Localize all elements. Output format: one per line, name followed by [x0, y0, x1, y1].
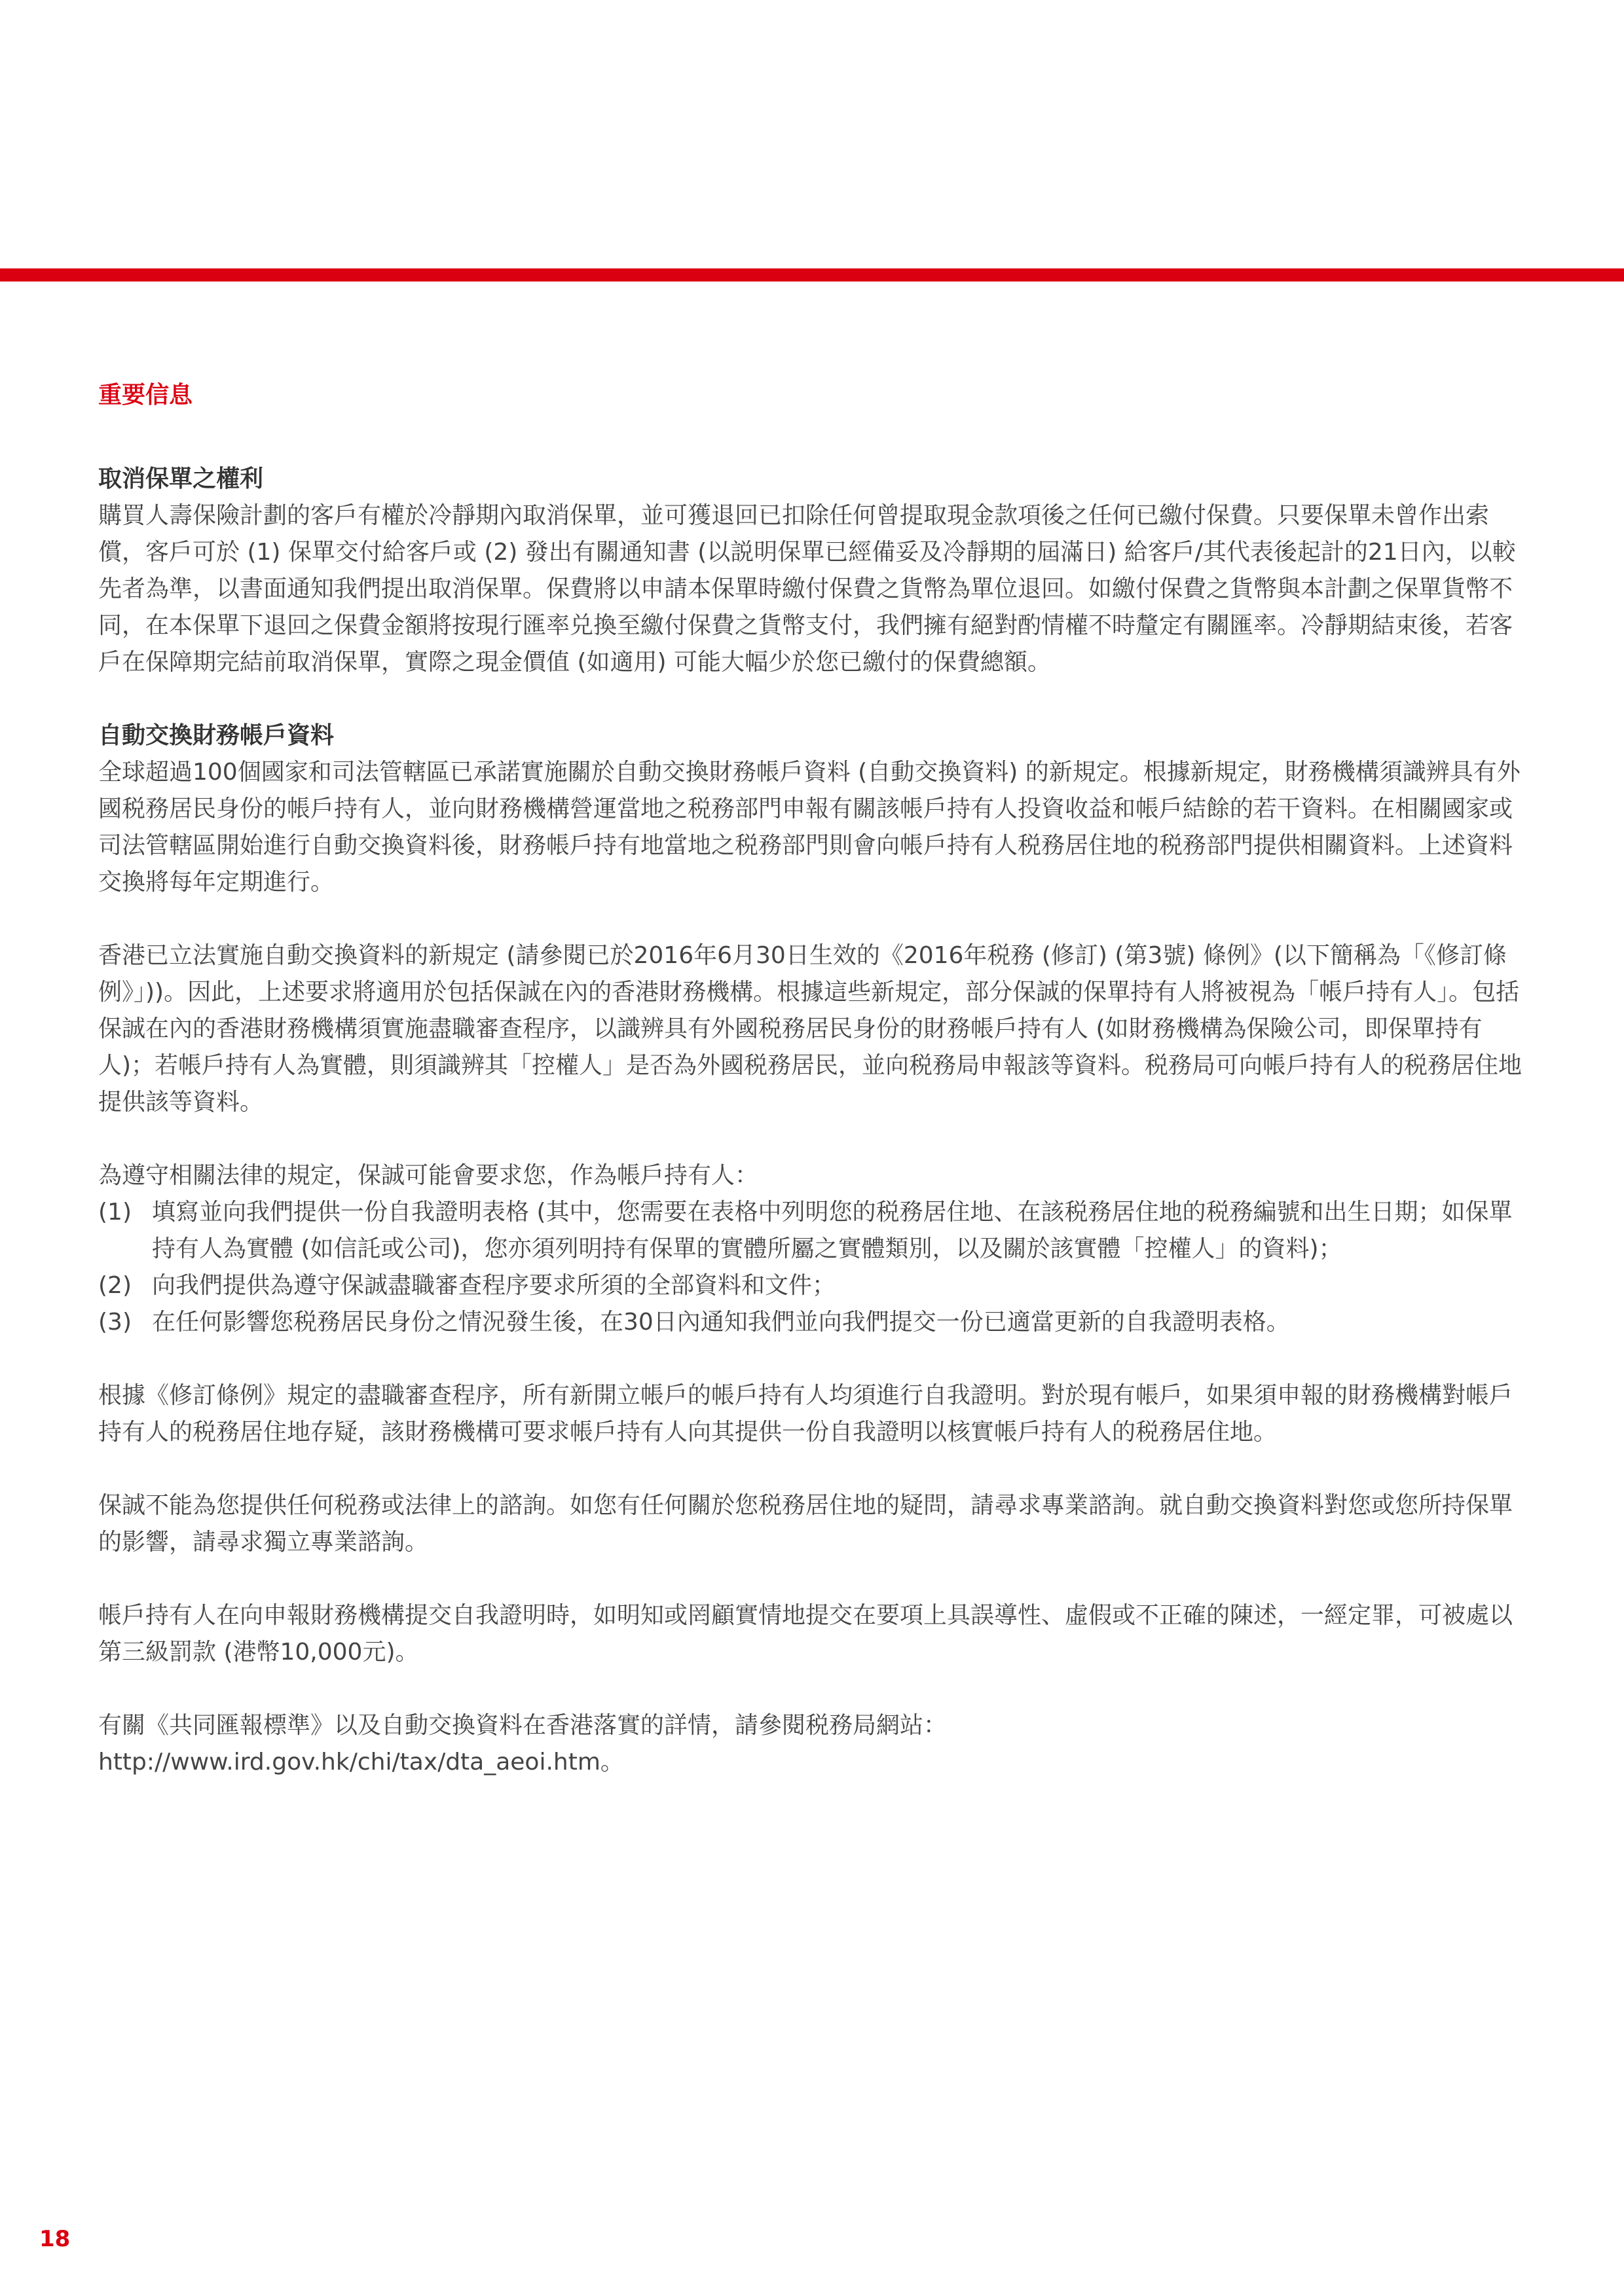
paragraph-aeoi-2: 香港已立法實施自動交換資料的新規定 (請參閱已於2016年6月30日生效的《2016年税務 (修訂) (第3號) 條例》(以下簡稱為「《修訂條例》」))。因此，上述要求將適用於包括保誠在內的香港財務機構。根據這些新規定，部分保誠的保單持有人將被視為「帳戶持有人」。包括保誠在內的香港財務機構須實施盡職審查程序，以識辨具有外國税務居民身份的財務帳戶持有人 (如財務機構為保險公司，即保單持有人)；若帳戶持有人為實體，則須識辨其「控權人」是否為外國税務居民，並向税務局申報該等資料。税務局可向帳戶持有人的税務居住地提供該等資料。 — [98, 942, 1522, 1116]
top-accent-bar — [0, 268, 1624, 282]
list-item: (2) 向我們提供為遵守保誠盡職審查程序要求所須的全部資料和文件； — [98, 1272, 836, 1299]
paragraph-cancellation: 購買人壽保險計劃的客戶有權於冷靜期內取消保單，並可獲退回已扣除任何曾提取現金款項後之任何已繳付保費。只要保單未曾作出索償，客戶可於 (1) 保單交付給客戶或 (2) 發出有關通知書 (以説明保單已經備妥及冷靜期的屆滿日) 給客戶/其代表後起計的21日內，以較先者為準，以書面通知我們提出取消保單。保費將以申請本保單時繳付保費之貨幣為單位退回。如繳付保費之貨幣與本計劃之保單貨幣不同，在本保單下退回之保費金額將按現行匯率兑換至繳付保費之貨幣支付，我們擁有絕對酌情權不時釐定有關匯率。冷靜期結束後，若客戶在保障期完結前取消保單，實際之現金價值 (如適用) 可能大幅少於您已繳付的保費總額。 — [98, 502, 1516, 676]
page-heading: 重要信息 — [98, 382, 193, 409]
page-number: 18 — [39, 2226, 71, 2252]
section-title-cancellation: 取消保單之權利 — [98, 465, 264, 492]
paragraph-aeoi-3: 根據《修訂條例》規定的盡職審查程序，所有新開立帳戶的帳戶持有人均須進行自我證明。對於現有帳戶，如果須申報的財務機構對帳戶持有人的税務居住地存疑，該財務機構可要求帳戶持有人向其提供一份自我證明以核實帳戶持有人的税務居住地。 — [98, 1382, 1513, 1446]
paragraph-aeoi-4: 保誠不能為您提供任何税務或法律上的諮詢。如您有任何關於您税務居住地的疑問，請尋求專業諮詢。就自動交換資料對您或您所持保單的影響，請尋求獨立專業諮詢。 — [98, 1492, 1513, 1556]
paragraph-aeoi-5: 帳戶持有人在向申報財務機構提交自我證明時，如明知或罔顧實情地提交在要項上具誤導性、虛假或不正確的陳述，一經定罪，可被處以第三級罰款 (港幣10,000元)。 — [98, 1602, 1513, 1666]
paragraph-aeoi-6: 有關《共同匯報標準》以及自動交換資料在香港落實的詳情，請參閱税務局網站： — [98, 1712, 948, 1739]
document-body — [98, 380, 1526, 1781]
list-item: (3) 在任何影響您税務居民身份之情況發生後，在30日內通知我們並向我們提交一份已適當更新的自我證明表格。 — [98, 1309, 1290, 1336]
ird-website-link[interactable]: http://www.ird.gov.hk/chi/tax/dta_aeoi.htm。 — [98, 1749, 624, 1776]
section-title-aeoi: 自動交換財務帳戶資料 — [98, 722, 335, 749]
requirements-list — [98, 1194, 1526, 1341]
paragraph-aeoi-1: 全球超過100個國家和司法管轄區已承諾實施關於自動交換財務帳戶資料 (自動交換資料) 的新規定。根據新規定，財務機構須識辨具有外國税務居民身份的帳戶持有人，並向財務機構營運當地之税務部門申報有關該帳戶持有人投資收益和帳戶結餘的若干資料。在相關國家或司法管轄區開始進行自動交換資料後，財務帳戶持有地當地之税務部門則會向帳戶持有人税務居住地的税務部門提供相關資料。上述資料交換將每年定期進行。 — [98, 759, 1521, 896]
paragraph-aeoi-intro: 為遵守相關法律的規定，保誠可能會要求您，作為帳戶持有人： — [98, 1162, 759, 1189]
list-item: (1) 填寫並向我們提供一份自我證明表格 (其中，您需要在表格中列明您的税務居住地、在該税務居住地的税務編號和出生日期；如保單持有人為實體 (如信託或公司)，您亦須列明持有保單的實體所屬之實體類別，以及關於該實體「控權人」的資料)； — [98, 1199, 1513, 1262]
